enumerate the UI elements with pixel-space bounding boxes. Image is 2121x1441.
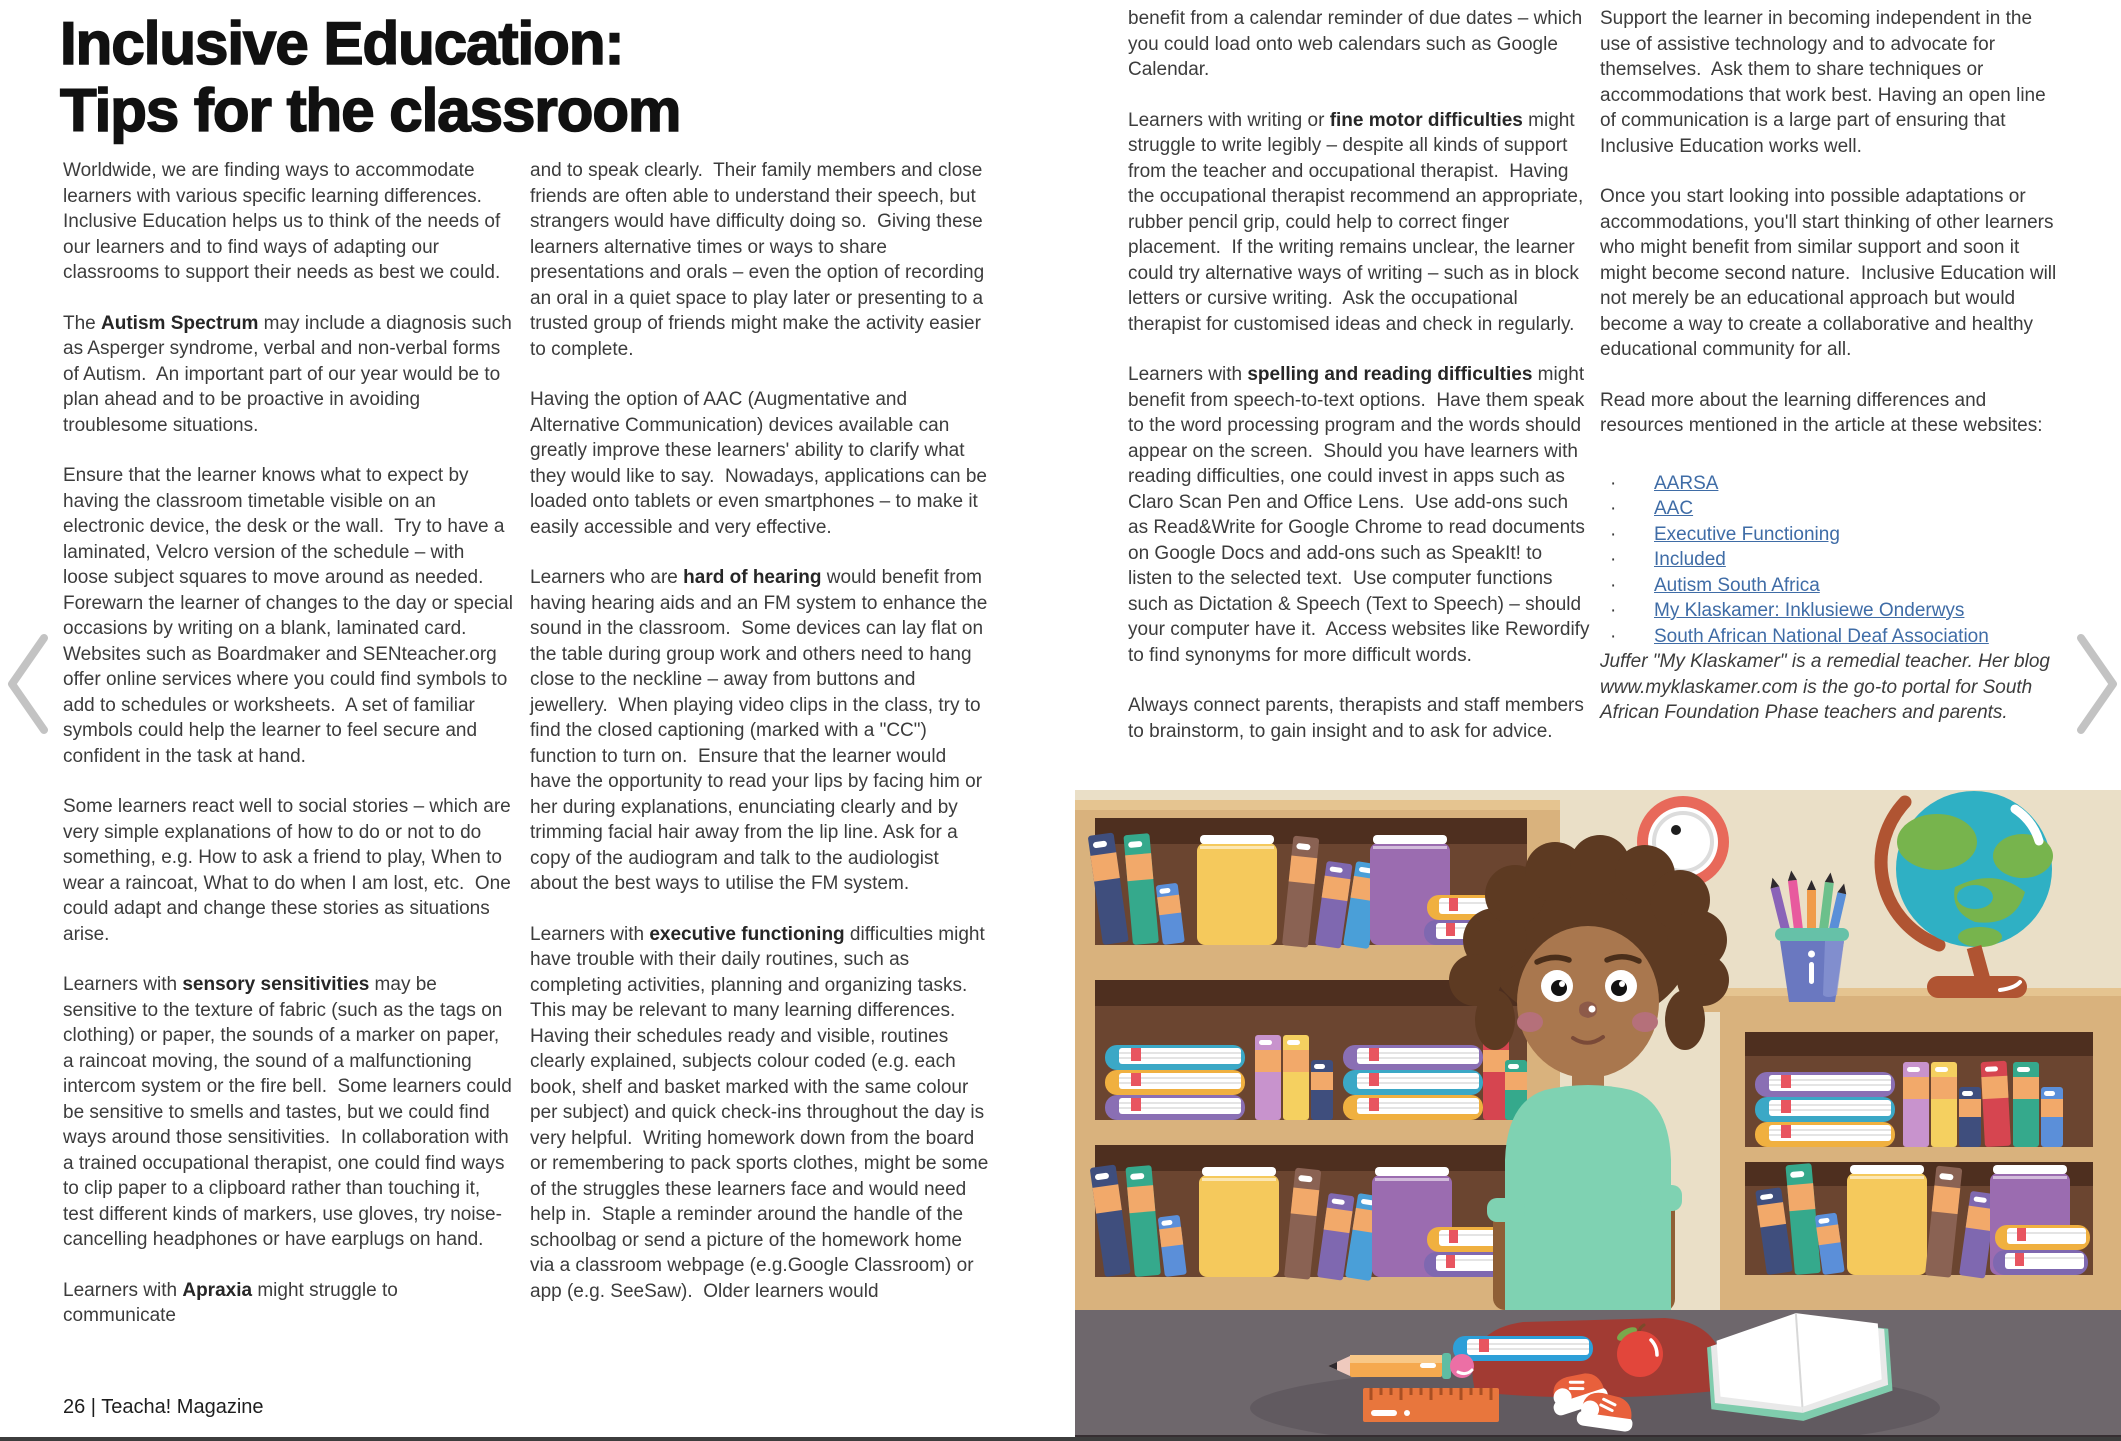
paragraph: Having the option of AAC (Augmentative and Alternative Communication) devices available can greatly improve these learners' ability to clarify what they would like to say. Nowadays, applications can be loaded onto tablets or even smartphones – to make it easily accessible and very effective. (530, 389, 993, 538)
bullet: · (1610, 523, 1617, 545)
bottom-divider (0, 1437, 2121, 1441)
article-column-3 (1128, 6, 1595, 769)
paragraph: Learners with executive functioning difficulties might have trouble with their daily routines, such as completing activities, planning and organizing tasks. This may be relevant to many learning differences. Having their schedules ready and visible, routines clearly explained, subjects colour coded (e.g. each book, shelf and basket marked with the same colour per subject) and quick check-ins throughout the day is very helpful. Writing homework down from the board or remembering to pack sports clothes, might be some of the struggles these learners face and would need help in. Staple a reminder around the handle of the schoolbag or send a picture of the homework home via a classroom webpage (e.g.Google Classroom) or app (e.g. SeeSaw). Older learners would (530, 923, 994, 1302)
paragraph: Learners with Apraxia might struggle to communicate (63, 1279, 404, 1326)
link-included[interactable]: Included (1654, 549, 1726, 570)
list-item (1600, 573, 2060, 599)
link-aac[interactable]: AAC (1654, 498, 1694, 519)
link-aarsa[interactable]: AARSA (1654, 472, 1719, 494)
bullet: · (1610, 600, 1617, 621)
bullet: · (1610, 498, 1617, 519)
list-item (1600, 471, 2060, 497)
previous-page-chevron-icon[interactable] (2, 632, 52, 736)
paragraph: Read more about the learning differences and resources mentioned in the article at these websites: (1600, 389, 2043, 436)
next-page-chevron-icon[interactable] (2073, 632, 2121, 736)
list-item (1600, 547, 2060, 573)
paragraph: Support the learner in becoming independent in the use of assistive technology and to advocate for themselves. Ask them to share techniques or accommodations that work best. Having an open line of communication is a large part of ensuring that Inclusive Education works well. (1600, 8, 2051, 157)
page-footer: 26 | Teacha! Magazine (63, 1396, 264, 1418)
left-bookshelf (1075, 800, 1560, 1312)
paragraph: Learners with sensory sensitivities may be sensitive to the texture of fabric (such as the tags on clothing) or paper, the sounds of a marker on paper, a raincoat moving, the sound of a malfunctioning intercom system or the fire bell. Some learners could be sensitive to smells and tastes, but we could find ways around those sensitivities. In collaboration with a trained occupational therapist, one could find ways to clip paper to a clipboard rather than touching it, test different kinds of markers, use gloves, try noise-cancelling headphones or have earplugs on hand. (63, 974, 518, 1250)
list-item (1600, 496, 2060, 522)
title-line-2: Tips for the classroom (60, 77, 681, 144)
paragraph: Always connect parents, therapists and staff members to brainstorm, to gain insight and to ask for advice. (1128, 695, 1590, 742)
paragraph: Once you start looking into possible adaptations or accommodations, you'll start thinking of other learners who might benefit from similar support and soon it might become second nature. Inclusive Education will not merely be an educational approach but would become a way to create a collaborative and healthy educational community for all. (1600, 186, 2062, 360)
link-my-klaskamer[interactable]: My Klaskamer: Inklusiewe Onderwys (1654, 600, 1965, 621)
bullet: · (1610, 625, 1617, 647)
paragraph: Ensure that the learner knows what to expect by having the classroom timetable visible on an electronic device, the desk or the wall. Try to have a laminated, Velcro version of the schedule – with loose subject squares to move around as needed. Forewarn the learner of changes to the day or special occasions by writing on a blank, laminated card. Websites such as Boardmaker and SENteacher.org offer online services where you could find symbols to add to schedules or worksheets. A set of familiar symbols could help the learner to feel secure and confident in the task at hand. (63, 465, 519, 767)
paragraph: benefit from a calendar reminder of due dates – which you could load onto web calendars such as Google Calendar. (1128, 8, 1588, 80)
article-title (60, 10, 1040, 144)
link-executive-functioning[interactable]: Executive Functioning (1654, 523, 1840, 545)
byline: Juffer "My Klaskamer" is a remedial teacher. Her blog www.myklaskamer.com is the go-to portal for South African Foundation Phase teachers and parents. (1600, 651, 2056, 723)
article-column-2 (530, 158, 994, 1329)
list-item (1600, 522, 2060, 548)
ruler-icon (1363, 1388, 1499, 1422)
paragraph: Learners with spelling and reading difficulties might benefit from speech-to-text options. Have them speak to the word processing program and the words should appear on the screen. Should you have learners with reading difficulties, one could invest in apps such as Claro Scan Pen and Office Lens. Use add-ons such as Read&Write for Google Chrome to read documents on Google Docs and add-ons such as SpeakIt! to listen to the selected text. Use computer functions such as Dictation & Speech (Text to Speech) – should your computer have it. Access websites like Rewordify to find synonyms for more difficult words. (1128, 364, 1595, 666)
paragraph: and to speak clearly. Their family members and close friends are often able to understand their speech, but strangers would have difficulty doing so. Giving these learners alternative times or ways to share presentations and orals – even the option of recording an oral in a quiet space to play later or presenting to a trusted group of friends might make the activity easier to complete. (530, 160, 990, 360)
paragraph: Learners with writing or fine motor difficulties might struggle to write legibly – despite all kinds of support from the teacher and occupational therapist. Having the occupational therapist recommend an appropriate, rubber pencil grip, could help to correct finger placement. If the writing remains unclear, the learner could try alternative ways of writing – such as in block letters or cursive writing. Ask the occupational therapist for customised ideas and check in regularly. (1128, 109, 1589, 335)
list-item (1600, 624, 2060, 650)
right-bookshelf (1695, 988, 2121, 1310)
closed-book (1453, 1336, 1593, 1361)
link-autism-south-africa[interactable]: Autism South Africa (1654, 574, 1820, 596)
link-deaf-association[interactable]: South African National Deaf Association (1654, 625, 1989, 647)
article-column-4 (1600, 6, 2060, 751)
paragraph: Worldwide, we are finding ways to accommodate learners with various specific learning differences. Inclusive Education helps us to think of the needs of our learners and to find ways of adapting our classrooms to support their needs as best we could. (63, 160, 506, 283)
paragraph: The Autism Spectrum may include a diagnosis such as Asperger syndrome, verbal and non-verbal forms of Autism. An important part of our year would be to plan ahead and to be proactive in avoiding troublesome situations. (63, 312, 518, 436)
paragraph: Learners who are hard of hearing would benefit from having hearing aids and an FM system to enhance the sound in the classroom. Some devices can lay flat on the table during group work and others need to hang close to the neckline – away from buttons and jewellery. When playing video clips in the class, try to find the closed captioning (marked with a "CC") function to turn on. Ensure that the learner would have the opportunity to read your lips by facing him or her during explanations, enunciating clearly and by trimming facial hair away from the lip line. Ask for a copy of the audiogram and talk to the audiologist about the best ways to utilise the FM system. (530, 567, 993, 894)
paragraph: Some learners react well to social stories – which are very simple explanations of how to do or not to do something, e.g. How to ask a friend to play, When to wear a raincoat, What to do when I am lost, etc. One could adapt and change these stories as situations arise. (63, 796, 517, 945)
bullet: · (1610, 574, 1617, 596)
title-line-1: Inclusive Education: (60, 10, 624, 77)
classroom-illustration (1075, 790, 2121, 1441)
bullet: · (1610, 549, 1617, 570)
bullet: · (1610, 472, 1617, 494)
list-item (1600, 598, 2060, 624)
article-column-1 (63, 158, 519, 1354)
resource-links (1600, 471, 2060, 650)
